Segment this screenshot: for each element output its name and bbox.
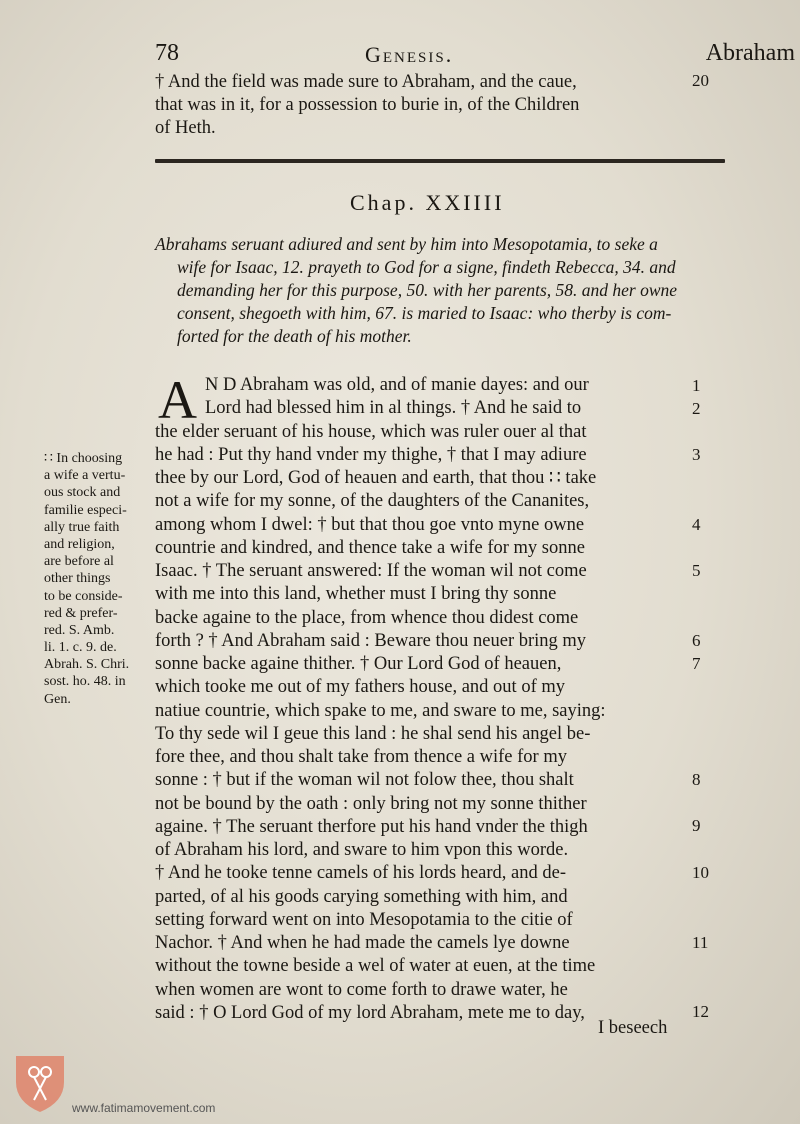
verse-number: 2 [692,399,701,418]
verse-number: 11 [692,933,709,952]
annotation-line: and religion, [44,536,115,552]
running-head: Abraham [705,40,795,66]
summary-line: Abrahams seruant adiured and sent by him into Mesopotamia, to seke a [155,234,658,254]
body-line: N D Abraham was old, and of manie dayes: and our [205,375,589,395]
text-line: that was in it, for a possession to burie in, of the Children [155,95,580,115]
annotation-line: other things [44,571,111,587]
chapter-summary [155,233,725,348]
body-line: parted, of al his goods carying something with him, and [155,886,568,907]
body-line: setting forward went on into Mesopotamia to the citie of [155,909,573,930]
page-header [155,40,795,70]
catchword: I beseech [598,1018,668,1038]
annotation-line: ∷ In choosing [44,451,123,466]
body-line: the elder seruant of his house, which was ruler ouer al that [155,421,587,442]
body-line: with me into this land, whether must I bring thy sonne [155,584,557,605]
body-line: he had : Put thy hand vnder my thighe, † that I may adiure [155,444,587,465]
body-line: without the towne beside a wel of water at euen, at the time [155,956,596,977]
annotation-line: to be conside- [44,588,123,604]
divider-rule [155,159,725,163]
verse-number: 7 [692,654,701,673]
summary-line: consent, shegoeth with him, 67. is maried to Isaac: who therby is com- [177,303,672,323]
verse-number: 6 [692,631,701,650]
body-line: among whom I dwel: † but that thou goe vnto myne owne [155,514,585,535]
body-line: Lord had blessed him in al things. † And he said to [205,398,582,419]
annotation-line: Gen. [44,691,71,707]
previous-chapter-ending [155,71,715,140]
body-line: Isaac. † The seruant answered: If the woman wil not come [155,561,587,581]
body-line: Nachor. † And when he had made the camels lye downe [155,933,570,953]
body-line: countrie and kindred, and thence take a wife for my sonne [155,537,585,558]
annotation-line: red & prefer- [44,605,118,621]
body-line: forth ? † And Abraham said : Beware thou neuer bring my [155,630,587,651]
margin-annotation [44,450,154,708]
summary-line: demanding her for this purpose, 50. with her parents, 58. and her owne [177,280,678,300]
annotation-line: a wife a vertu- [44,468,126,484]
text-line: † And the field was made sure to Abraham, and the caue, [155,72,577,92]
chapter-body [155,370,715,1025]
page-number: 78 [155,40,179,66]
body-line: said : † O Lord God of my lord Abraham, mete me to day, [155,1002,585,1023]
body-line: backe againe to the place, from whence thou didest come [155,607,579,628]
body-line: natiue countrie, which spake to me, and sware to me, saying: [155,700,606,721]
summary-line: forted for the death of his mother. [177,326,412,346]
body-line: thee by our Lord, God of heauen and earth, that thou ∷ take [155,468,597,488]
verse-number: 5 [692,561,701,580]
body-line: not be bound by the oath : only bring not my sonne thither [155,793,587,814]
body-line: againe. † The seruant therfore put his hand vnder the thigh [155,816,588,837]
body-line: not a wife for my sonne, of the daughters of the Cananites, [155,491,590,512]
watermark-url[interactable]: www.fatimamovement.com [72,1101,216,1115]
verse-number: 10 [692,863,709,882]
verse-number: 1 [692,376,701,395]
chapter-title: Chap. XXIIII [350,190,505,215]
book-title: Genesis. [365,42,454,67]
annotation-line: are before al [44,554,114,570]
verse-number: 4 [692,515,701,534]
body-line: when women are wont to come forth to drawe water, he [155,979,568,1000]
verse-number: 8 [692,770,701,789]
annotation-line: sost. ho. 48. in [44,674,126,690]
annotation-line: familie especi- [44,502,127,518]
body-line: which tooke me out of my fathers house, and out of my [155,677,565,698]
text-line: of Heth. [155,118,216,138]
body-line: sonne : † but if the woman wil not folow thee, thou shalt [155,770,574,791]
annotation-line: li. 1. c. 9. de. [44,640,117,656]
verse-number: 3 [692,445,701,464]
annotation-line: ous stock and [44,485,121,501]
verse-number: 12 [692,1002,709,1021]
body-line: To thy sede wil I geue this land : he shal send his angel be- [155,723,591,744]
drop-cap: A [158,370,197,430]
annotation-line: Abrah. S. Chri. [44,657,130,673]
body-line: fore thee, and thou shalt take from thence a wife for my [155,747,567,767]
body-line: sonne backe againe thither. † Our Lord God of heauen, [155,654,562,674]
body-line: of Abraham his lord, and sware to him vpon this worde. [155,840,569,860]
verse-number: 9 [692,816,701,835]
verse-number: 20 [692,71,709,90]
body-line: † And he tooke tenne camels of his lords heard, and de- [155,863,566,884]
summary-line: wife for Isaac, 12. prayeth to God for a signe, findeth Rebecca, 34. and [177,257,676,277]
papal-keys-shield-icon [12,1052,68,1114]
annotation-line: ally true faith [44,519,120,535]
annotation-line: red. S. Amb. [44,622,115,638]
